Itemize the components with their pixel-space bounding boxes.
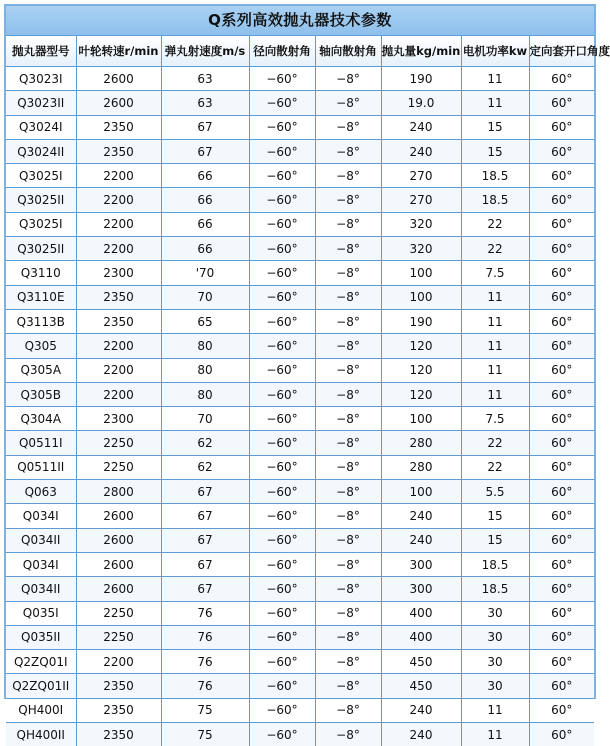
table-row <box>6 407 594 431</box>
cell-blast-amount: 100 <box>381 480 461 504</box>
cell-motor-power: 15 <box>461 115 529 139</box>
header-shot-velocity: 弹丸射速度m/s <box>161 36 249 67</box>
cell-impeller-speed: 2600 <box>76 552 161 576</box>
cell-model: Q3025I <box>6 212 76 236</box>
cell-impeller-speed: 2350 <box>76 723 161 746</box>
cell-axial-angle: −8° <box>315 650 381 674</box>
table-row <box>6 139 594 163</box>
header-motor-power: 电机功率kw <box>461 36 529 67</box>
cell-radial-angle: −60° <box>249 358 315 382</box>
cell-axial-angle: −8° <box>315 480 381 504</box>
cell-impeller-speed: 2250 <box>76 455 161 479</box>
cell-opening-angle: 60° <box>529 188 594 212</box>
cell-impeller-speed: 2600 <box>76 577 161 601</box>
cell-radial-angle: −60° <box>249 480 315 504</box>
cell-shot-velocity: 76 <box>161 625 249 649</box>
cell-model: Q304A <box>6 407 76 431</box>
cell-axial-angle: −8° <box>315 577 381 601</box>
table-row <box>6 504 594 528</box>
cell-model: Q034II <box>6 577 76 601</box>
table-row <box>6 674 594 698</box>
cell-shot-velocity: 63 <box>161 67 249 91</box>
cell-axial-angle: −8° <box>315 504 381 528</box>
cell-model: Q034II <box>6 528 76 552</box>
cell-radial-angle: −60° <box>249 723 315 746</box>
cell-motor-power: 7.5 <box>461 261 529 285</box>
cell-radial-angle: −60° <box>249 237 315 261</box>
cell-opening-angle: 60° <box>529 552 594 576</box>
cell-model: Q3110 <box>6 261 76 285</box>
table-row <box>6 528 594 552</box>
cell-motor-power: 30 <box>461 674 529 698</box>
cell-motor-power: 11 <box>461 358 529 382</box>
cell-opening-angle: 60° <box>529 674 594 698</box>
cell-motor-power: 11 <box>461 723 529 746</box>
cell-model: QH400I <box>6 698 76 722</box>
cell-model: Q2ZQ01I <box>6 650 76 674</box>
cell-impeller-speed: 2250 <box>76 601 161 625</box>
cell-impeller-speed: 2350 <box>76 139 161 163</box>
cell-axial-angle: −8° <box>315 528 381 552</box>
table-row <box>6 552 594 576</box>
cell-radial-angle: −60° <box>249 504 315 528</box>
cell-opening-angle: 60° <box>529 723 594 746</box>
cell-model: Q034I <box>6 552 76 576</box>
cell-axial-angle: −8° <box>315 115 381 139</box>
cell-opening-angle: 60° <box>529 625 594 649</box>
cell-motor-power: 11 <box>461 309 529 333</box>
cell-blast-amount: 240 <box>381 528 461 552</box>
cell-shot-velocity: 70 <box>161 407 249 431</box>
cell-axial-angle: −8° <box>315 723 381 746</box>
cell-model: Q0511II <box>6 455 76 479</box>
cell-shot-velocity: 67 <box>161 577 249 601</box>
cell-impeller-speed: 2600 <box>76 528 161 552</box>
cell-impeller-speed: 2600 <box>76 91 161 115</box>
cell-axial-angle: −8° <box>315 212 381 236</box>
cell-shot-velocity: 63 <box>161 91 249 115</box>
cell-opening-angle: 60° <box>529 309 594 333</box>
cell-blast-amount: 280 <box>381 455 461 479</box>
cell-axial-angle: −8° <box>315 91 381 115</box>
cell-motor-power: 22 <box>461 455 529 479</box>
cell-shot-velocity: 66 <box>161 188 249 212</box>
cell-blast-amount: 120 <box>381 358 461 382</box>
cell-model: Q305A <box>6 358 76 382</box>
cell-radial-angle: −60° <box>249 455 315 479</box>
cell-opening-angle: 60° <box>529 480 594 504</box>
cell-shot-velocity: 67 <box>161 139 249 163</box>
cell-axial-angle: −8° <box>315 382 381 406</box>
cell-axial-angle: −8° <box>315 698 381 722</box>
cell-opening-angle: 60° <box>529 212 594 236</box>
cell-axial-angle: −8° <box>315 407 381 431</box>
cell-shot-velocity: 62 <box>161 431 249 455</box>
table-row <box>6 164 594 188</box>
cell-axial-angle: −8° <box>315 285 381 309</box>
cell-model: Q305 <box>6 334 76 358</box>
cell-blast-amount: 100 <box>381 285 461 309</box>
cell-shot-velocity: 80 <box>161 382 249 406</box>
table-row <box>6 358 594 382</box>
cell-radial-angle: −60° <box>249 650 315 674</box>
cell-shot-velocity: '70 <box>161 261 249 285</box>
cell-model: Q035I <box>6 601 76 625</box>
cell-axial-angle: −8° <box>315 67 381 91</box>
cell-impeller-speed: 2250 <box>76 625 161 649</box>
cell-opening-angle: 60° <box>529 431 594 455</box>
cell-axial-angle: −8° <box>315 188 381 212</box>
cell-radial-angle: −60° <box>249 674 315 698</box>
table-row <box>6 115 594 139</box>
cell-model: QH400II <box>6 723 76 746</box>
cell-impeller-speed: 2200 <box>76 188 161 212</box>
cell-motor-power: 11 <box>461 382 529 406</box>
table-row <box>6 698 594 722</box>
cell-blast-amount: 240 <box>381 698 461 722</box>
cell-shot-velocity: 75 <box>161 698 249 722</box>
cell-blast-amount: 400 <box>381 601 461 625</box>
cell-opening-angle: 60° <box>529 358 594 382</box>
cell-axial-angle: −8° <box>315 261 381 285</box>
cell-impeller-speed: 2600 <box>76 504 161 528</box>
cell-blast-amount: 240 <box>381 139 461 163</box>
cell-blast-amount: 19.0 <box>381 91 461 115</box>
cell-opening-angle: 60° <box>529 139 594 163</box>
cell-model: Q3113B <box>6 309 76 333</box>
cell-motor-power: 30 <box>461 650 529 674</box>
cell-shot-velocity: 67 <box>161 504 249 528</box>
cell-radial-angle: −60° <box>249 431 315 455</box>
cell-impeller-speed: 2300 <box>76 407 161 431</box>
cell-opening-angle: 60° <box>529 650 594 674</box>
cell-shot-velocity: 67 <box>161 552 249 576</box>
cell-opening-angle: 60° <box>529 115 594 139</box>
cell-opening-angle: 60° <box>529 407 594 431</box>
cell-opening-angle: 60° <box>529 67 594 91</box>
table-row <box>6 650 594 674</box>
cell-model: Q035II <box>6 625 76 649</box>
cell-impeller-speed: 2600 <box>76 67 161 91</box>
cell-motor-power: 15 <box>461 139 529 163</box>
cell-shot-velocity: 67 <box>161 480 249 504</box>
cell-blast-amount: 450 <box>381 650 461 674</box>
cell-blast-amount: 100 <box>381 261 461 285</box>
table-row <box>6 431 594 455</box>
cell-blast-amount: 450 <box>381 674 461 698</box>
cell-radial-angle: −60° <box>249 382 315 406</box>
cell-motor-power: 18.5 <box>461 577 529 601</box>
cell-shot-velocity: 66 <box>161 212 249 236</box>
table-row <box>6 285 594 309</box>
cell-shot-velocity: 75 <box>161 723 249 746</box>
table-body <box>6 67 594 746</box>
cell-opening-angle: 60° <box>529 528 594 552</box>
cell-motor-power: 18.5 <box>461 188 529 212</box>
cell-radial-angle: −60° <box>249 91 315 115</box>
cell-axial-angle: −8° <box>315 309 381 333</box>
cell-model: Q3025II <box>6 237 76 261</box>
cell-blast-amount: 120 <box>381 382 461 406</box>
cell-radial-angle: −60° <box>249 261 315 285</box>
cell-radial-angle: −60° <box>249 285 315 309</box>
cell-blast-amount: 270 <box>381 188 461 212</box>
cell-impeller-speed: 2350 <box>76 698 161 722</box>
cell-impeller-speed: 2200 <box>76 334 161 358</box>
cell-impeller-speed: 2200 <box>76 164 161 188</box>
cell-radial-angle: −60° <box>249 698 315 722</box>
table-row <box>6 723 594 746</box>
header-radial-angle: 径向散射角 <box>249 36 315 67</box>
cell-model: Q0511I <box>6 431 76 455</box>
cell-shot-velocity: 76 <box>161 674 249 698</box>
cell-model: Q3023II <box>6 91 76 115</box>
spec-table <box>6 36 594 746</box>
cell-blast-amount: 280 <box>381 431 461 455</box>
cell-axial-angle: −8° <box>315 674 381 698</box>
cell-radial-angle: −60° <box>249 334 315 358</box>
cell-radial-angle: −60° <box>249 67 315 91</box>
cell-radial-angle: −60° <box>249 577 315 601</box>
cell-shot-velocity: 76 <box>161 601 249 625</box>
cell-blast-amount: 190 <box>381 67 461 91</box>
cell-radial-angle: −60° <box>249 552 315 576</box>
table-row <box>6 577 594 601</box>
cell-opening-angle: 60° <box>529 164 594 188</box>
cell-radial-angle: −60° <box>249 528 315 552</box>
cell-model: Q3023I <box>6 67 76 91</box>
cell-motor-power: 11 <box>461 91 529 115</box>
cell-impeller-speed: 2200 <box>76 358 161 382</box>
cell-impeller-speed: 2200 <box>76 237 161 261</box>
cell-shot-velocity: 70 <box>161 285 249 309</box>
cell-shot-velocity: 67 <box>161 528 249 552</box>
cell-opening-angle: 60° <box>529 601 594 625</box>
cell-blast-amount: 240 <box>381 723 461 746</box>
header-axial-angle: 轴向散射角 <box>315 36 381 67</box>
table-row <box>6 237 594 261</box>
cell-axial-angle: −8° <box>315 164 381 188</box>
cell-axial-angle: −8° <box>315 455 381 479</box>
cell-blast-amount: 320 <box>381 237 461 261</box>
cell-impeller-speed: 2350 <box>76 285 161 309</box>
cell-motor-power: 22 <box>461 431 529 455</box>
cell-motor-power: 30 <box>461 601 529 625</box>
cell-model: Q034I <box>6 504 76 528</box>
cell-axial-angle: −8° <box>315 334 381 358</box>
cell-blast-amount: 100 <box>381 407 461 431</box>
cell-motor-power: 18.5 <box>461 164 529 188</box>
cell-axial-angle: −8° <box>315 601 381 625</box>
cell-motor-power: 5.5 <box>461 480 529 504</box>
cell-model: Q3024I <box>6 115 76 139</box>
cell-model: Q2ZQ01II <box>6 674 76 698</box>
cell-impeller-speed: 2350 <box>76 674 161 698</box>
cell-model: Q3024II <box>6 139 76 163</box>
cell-axial-angle: −8° <box>315 237 381 261</box>
cell-model: Q305B <box>6 382 76 406</box>
cell-blast-amount: 120 <box>381 334 461 358</box>
cell-impeller-speed: 2200 <box>76 212 161 236</box>
cell-radial-angle: −60° <box>249 625 315 649</box>
cell-axial-angle: −8° <box>315 358 381 382</box>
cell-model: Q3025II <box>6 188 76 212</box>
cell-blast-amount: 240 <box>381 504 461 528</box>
cell-radial-angle: −60° <box>249 164 315 188</box>
cell-blast-amount: 300 <box>381 552 461 576</box>
header-row <box>6 36 594 67</box>
header-impeller-speed: 叶轮转速r/min <box>76 36 161 67</box>
cell-impeller-speed: 2800 <box>76 480 161 504</box>
cell-blast-amount: 400 <box>381 625 461 649</box>
cell-shot-velocity: 80 <box>161 334 249 358</box>
cell-motor-power: 22 <box>461 212 529 236</box>
cell-shot-velocity: 66 <box>161 164 249 188</box>
cell-axial-angle: −8° <box>315 431 381 455</box>
cell-shot-velocity: 62 <box>161 455 249 479</box>
cell-shot-velocity: 67 <box>161 115 249 139</box>
cell-impeller-speed: 2250 <box>76 431 161 455</box>
cell-axial-angle: −8° <box>315 625 381 649</box>
table-row <box>6 334 594 358</box>
cell-opening-angle: 60° <box>529 455 594 479</box>
table-row <box>6 601 594 625</box>
table-row <box>6 261 594 285</box>
cell-impeller-speed: 2350 <box>76 115 161 139</box>
cell-shot-velocity: 66 <box>161 237 249 261</box>
cell-opening-angle: 60° <box>529 504 594 528</box>
cell-opening-angle: 60° <box>529 577 594 601</box>
cell-blast-amount: 240 <box>381 115 461 139</box>
cell-radial-angle: −60° <box>249 188 315 212</box>
cell-shot-velocity: 76 <box>161 650 249 674</box>
table-row <box>6 480 594 504</box>
cell-blast-amount: 270 <box>381 164 461 188</box>
header-blast-amount: 抛丸量kg/min <box>381 36 461 67</box>
cell-radial-angle: −60° <box>249 212 315 236</box>
cell-motor-power: 11 <box>461 334 529 358</box>
table-row <box>6 188 594 212</box>
cell-impeller-speed: 2200 <box>76 650 161 674</box>
cell-shot-velocity: 65 <box>161 309 249 333</box>
cell-opening-angle: 60° <box>529 237 594 261</box>
cell-axial-angle: −8° <box>315 552 381 576</box>
cell-radial-angle: −60° <box>249 115 315 139</box>
header-opening-angle: 定向套开口角度 <box>529 36 594 67</box>
cell-opening-angle: 60° <box>529 698 594 722</box>
cell-motor-power: 22 <box>461 237 529 261</box>
table-row <box>6 625 594 649</box>
cell-model: Q063 <box>6 480 76 504</box>
table-row <box>6 455 594 479</box>
cell-motor-power: 30 <box>461 625 529 649</box>
cell-motor-power: 11 <box>461 285 529 309</box>
cell-motor-power: 11 <box>461 67 529 91</box>
cell-opening-angle: 60° <box>529 91 594 115</box>
cell-opening-angle: 60° <box>529 285 594 309</box>
cell-axial-angle: −8° <box>315 139 381 163</box>
cell-shot-velocity: 80 <box>161 358 249 382</box>
cell-blast-amount: 190 <box>381 309 461 333</box>
cell-radial-angle: −60° <box>249 309 315 333</box>
cell-motor-power: 18.5 <box>461 552 529 576</box>
cell-opening-angle: 60° <box>529 382 594 406</box>
cell-motor-power: 11 <box>461 698 529 722</box>
table-row <box>6 67 594 91</box>
table-row <box>6 91 594 115</box>
cell-radial-angle: −60° <box>249 139 315 163</box>
cell-motor-power: 15 <box>461 528 529 552</box>
header-model: 抛丸器型号 <box>6 36 76 67</box>
table-row <box>6 382 594 406</box>
cell-model: Q3110E <box>6 285 76 309</box>
cell-impeller-speed: 2300 <box>76 261 161 285</box>
cell-radial-angle: −60° <box>249 407 315 431</box>
table-row <box>6 212 594 236</box>
cell-blast-amount: 300 <box>381 577 461 601</box>
table-title: Q系列高效抛丸器技术参数 <box>6 6 594 36</box>
table-row <box>6 309 594 333</box>
cell-impeller-speed: 2350 <box>76 309 161 333</box>
cell-motor-power: 7.5 <box>461 407 529 431</box>
cell-opening-angle: 60° <box>529 261 594 285</box>
cell-opening-angle: 60° <box>529 334 594 358</box>
cell-model: Q3025I <box>6 164 76 188</box>
cell-impeller-speed: 2200 <box>76 382 161 406</box>
cell-radial-angle: −60° <box>249 601 315 625</box>
spec-table-frame <box>4 4 596 699</box>
cell-motor-power: 15 <box>461 504 529 528</box>
cell-blast-amount: 320 <box>381 212 461 236</box>
